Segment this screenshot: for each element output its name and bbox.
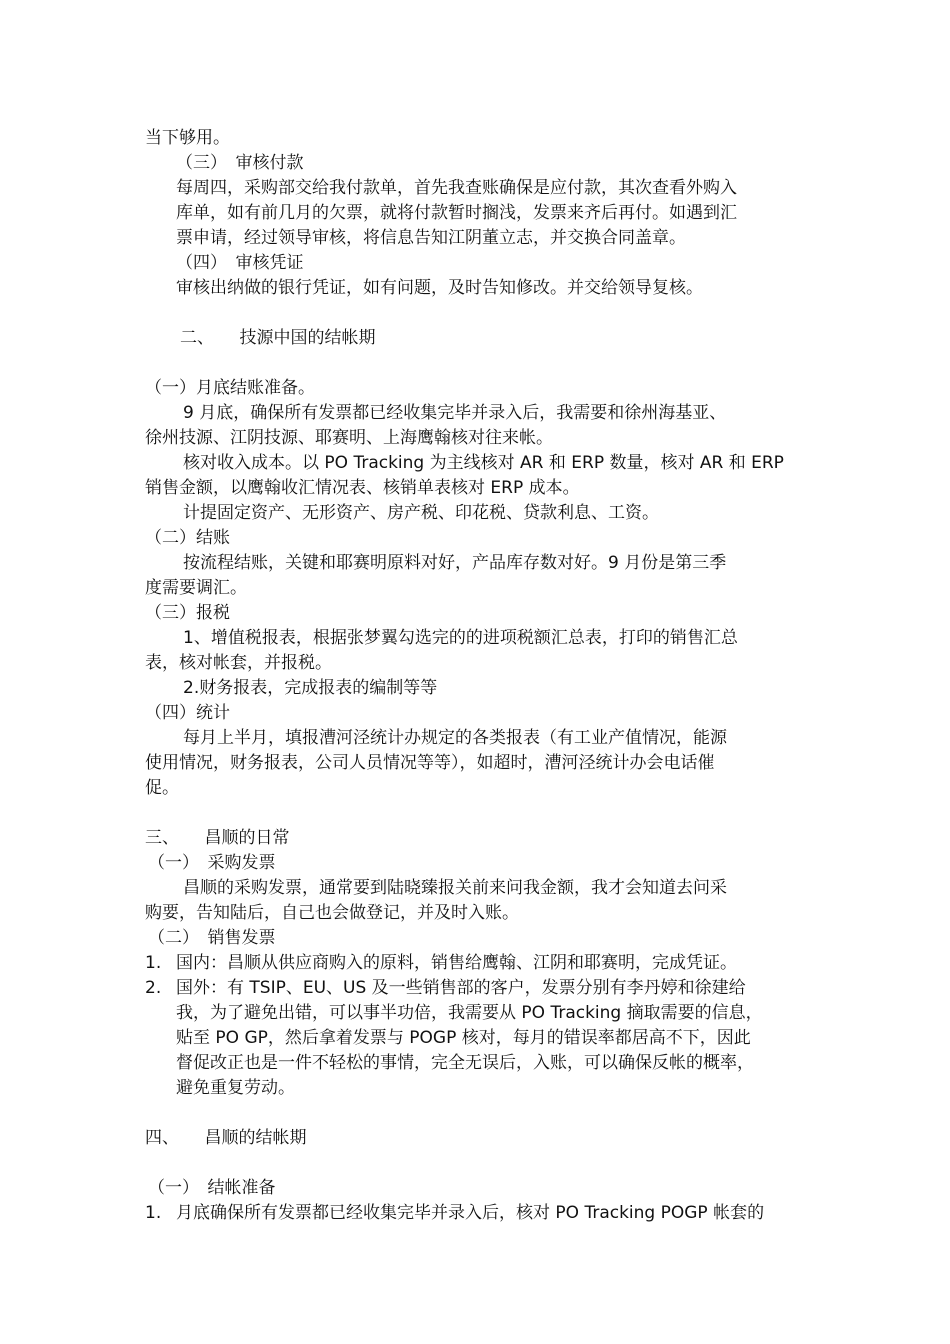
section-heading: 二、 技源中国的结帐期 (180, 328, 376, 348)
text-line: 销售金额，以鹰翰收汇情况表、核销单表核对 ERP 成本。 (145, 478, 580, 498)
list-item: 国外：有 TSIP、EU、US 及一些销售部的客户，发票分别有李丹婷和徐建给 (176, 978, 746, 998)
text-line: 度需要调汇。 (145, 578, 247, 598)
text-line: 每月上半月，填报漕河泾统计办规定的各类报表（有工业产值情况，能源 (183, 728, 727, 748)
list-number: 1. (145, 1203, 162, 1223)
text-line: 当下够用。 (145, 128, 230, 148)
text-line: 昌顺的采购发票，通常要到陆晓臻报关前来问我金额，我才会知道去问采 (183, 878, 727, 898)
text-line: 按流程结账，关键和耶赛明原料对好，产品库存数对好。9 月份是第三季 (183, 553, 727, 573)
subsection-heading: （四） 审核凭证 (176, 253, 304, 273)
text-line: 我，为了避免出错，可以事半功倍，我需要从 PO Tracking 摘取需要的信息， (176, 1003, 763, 1023)
subsection-heading: （三）报税 (145, 603, 230, 623)
subsection-heading: （一） 结帐准备 (148, 1178, 276, 1198)
list-item: 月底确保所有发票都已经收集完毕并录入后，核对 PO Tracking POGP 帐套的 (176, 1203, 765, 1223)
text-line: 审核出纳做的银行凭证，如有问题，及时告知修改。并交给领导复核。 (176, 278, 703, 298)
list-number: 1. (145, 953, 162, 973)
text-line: 1、增值税报表，根据张梦翼勾选完的的进项税额汇总表，打印的销售汇总 (183, 628, 738, 648)
text-line: 库单，如有前几月的欠票，就将付款暂时搁浅，发票来齐后再付。如遇到汇 (176, 203, 737, 223)
subsection-heading: （一） 采购发票 (148, 853, 276, 873)
subsection-heading: （二） 销售发票 (148, 928, 276, 948)
text-line: 核对收入成本。以 PO Tracking 为主线核对 AR 和 ERP 数量，核对 AR 和 ERP (183, 453, 784, 473)
text-line: 9 月底，确保所有发票都已经收集完毕并录入后，我需要和徐州海基亚、 (183, 403, 727, 423)
subsection-heading: （一）月底结账准备。 (145, 378, 315, 398)
text-line: 表，核对帐套，并报税。 (145, 653, 332, 673)
text-line: 督促改正也是一件不轻松的事情，完全无误后，入账，可以确保反帐的概率， (176, 1053, 754, 1073)
text-line: 徐州技源、江阴技源、耶赛明、上海鹰翰核对往来帐。 (145, 428, 553, 448)
text-line: 促。 (145, 778, 179, 798)
list-item: 国内：昌顺从供应商购入的原料，销售给鹰翰、江阴和耶赛明，完成凭证。 (176, 953, 737, 973)
text-line: 计提固定资产、无形资产、房产税、印花税、贷款利息、工资。 (183, 503, 659, 523)
section-heading: 三、 昌顺的日常 (145, 828, 290, 848)
subsection-heading: （四）统计 (145, 703, 230, 723)
subsection-heading: （三） 审核付款 (176, 153, 304, 173)
section-heading: 四、 昌顺的结帐期 (145, 1128, 307, 1148)
text-line: 贴至 PO GP，然后拿着发票与 POGP 核对，每月的错误率都居高不下，因此 (176, 1028, 751, 1048)
text-line: 每周四，采购部交给我付款单，首先我查账确保是应付款，其次查看外购入 (176, 178, 737, 198)
text-line: 2.财务报表，完成报表的编制等等 (183, 678, 438, 698)
text-line: 使用情况，财务报表，公司人员情况等等），如超时，漕河泾统计办会电话催 (145, 753, 715, 773)
text-line: 购要，告知陆后，自己也会做登记，并及时入账。 (145, 903, 519, 923)
list-number: 2. (145, 978, 162, 998)
subsection-heading: （二）结账 (145, 528, 230, 548)
text-line: 票申请，经过领导审核，将信息告知江阴董立志，并交换合同盖章。 (176, 228, 686, 248)
text-line: 避免重复劳动。 (176, 1078, 295, 1098)
